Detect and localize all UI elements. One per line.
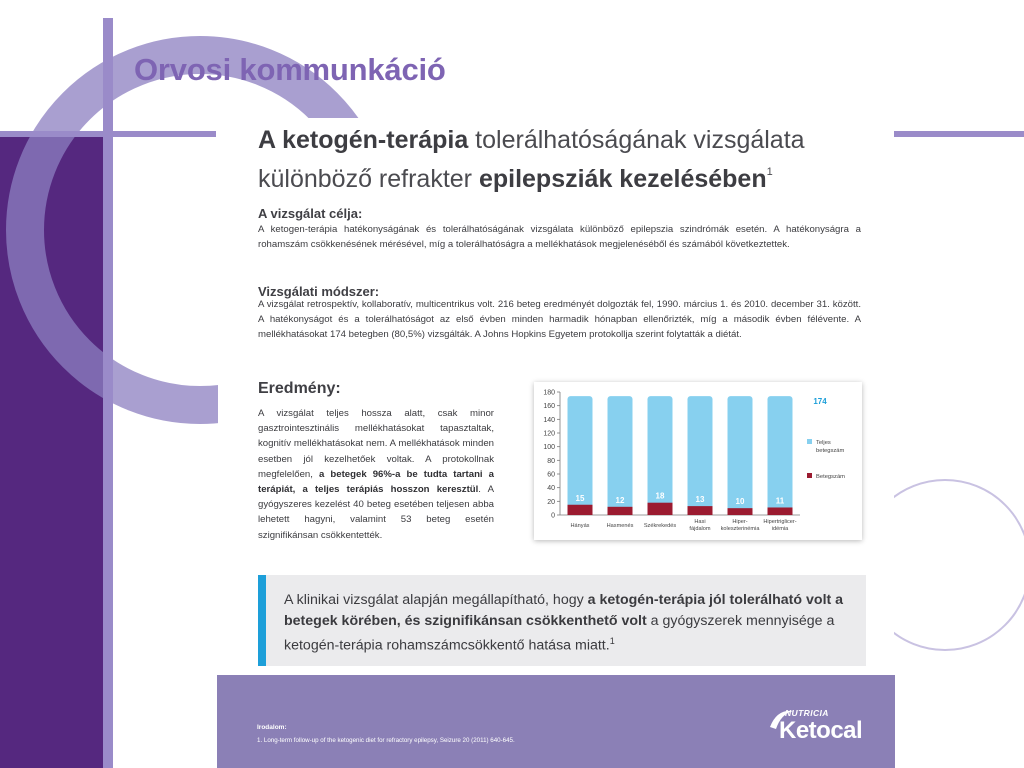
x-category-label: Hasi (694, 519, 706, 525)
result-text-2: . A gyógyszeres kezelést 40 beteg esetében teljesen abba lehetett hagyni, valamint 53 beteg esetén szignifikánsan csökkentették. (258, 484, 494, 541)
y-tick-label: 40 (547, 485, 555, 493)
conclusion-text-2: a gyógyszerek mennyisége a ketogén-terápia rohamszámcsökkentő hatása miatt. (284, 612, 835, 654)
ketocal-logo (767, 705, 877, 750)
legend-label: Teljes (816, 440, 831, 446)
document-heading (258, 124, 888, 195)
conclusion-bold: a ketogén-terápia jól tolerálható volt a betegek körében, és szignifikánsan csökkenthető volt (284, 592, 844, 629)
x-category-label: Hányás (570, 523, 590, 529)
legend-swatch (807, 439, 812, 444)
bar-value-label: 11 (775, 496, 785, 506)
method-body: A vizsgálat retrospektív, kollaboratív, multicentrikus volt. 216 beteg eredményét dolgozták fel, 1990. március 1. és 2010. december 31. között. A hatékonyságot és a tolerálhatóságot az első évben minden harmadik hónapban ellenőrizték, míg a második évben félévente. A mellékhatásokat 174 betegben (80,5%) vizsgálták. A Johns Hopkins Egyetem protokollja szerint folytatták a diétát. (258, 299, 861, 341)
y-tick-label: 160 (543, 403, 555, 411)
y-tick-label: 140 (543, 416, 555, 424)
bar-patients (608, 507, 633, 515)
bar-value-label: 18 (655, 491, 665, 501)
bar-patients (768, 507, 793, 515)
y-tick-label: 60 (547, 471, 555, 479)
y-tick-label: 180 (543, 389, 555, 397)
chart-svg (534, 382, 862, 540)
legend-swatch (807, 473, 812, 478)
y-tick-label: 80 (547, 457, 555, 465)
total-value-label: 174 (813, 397, 827, 407)
aim-title: A vizsgálat célja: (258, 206, 363, 221)
bar-value-label: 12 (615, 495, 625, 505)
x-category-label: fájdalom (689, 526, 711, 532)
result-body (258, 406, 494, 543)
slide-title: Orvosi kommunkáció (134, 52, 446, 87)
conclusion-text-1: A klinikai vizsgálat alapján megállapítható, hogy (284, 592, 588, 608)
x-category-label: Székrekedés (643, 523, 677, 529)
x-category-label: Hiper- (732, 519, 748, 525)
result-bold: a betegek 96%-a be tudta tartani a terápiát, a teljes terápiás hosszon keresztül (258, 468, 494, 496)
result-title: Eredmény: (258, 380, 341, 397)
conclusion-text (284, 590, 858, 657)
logo-ketocal: Ketocal (779, 717, 863, 744)
legend-label: Betegszám (816, 474, 845, 480)
bar-patients (648, 503, 673, 515)
bar-patients (568, 505, 593, 515)
conclusion-box (258, 575, 866, 666)
heading-bold-part: A ketogén-terápia (258, 126, 469, 154)
bar-patients (728, 508, 753, 515)
bar-value-label: 13 (695, 495, 705, 505)
bar-patients (688, 506, 713, 515)
legend-label: betegszám (816, 448, 845, 454)
x-category-label: koleszterinémia (720, 526, 760, 532)
method-title: Vizsgálati módszer: (258, 284, 380, 299)
references-title: Irodalom: (257, 724, 287, 731)
bar-value-label: 15 (575, 493, 585, 503)
y-tick-label: 20 (547, 498, 555, 506)
y-tick-label: 120 (543, 430, 555, 438)
bar-value-label: 10 (735, 497, 745, 507)
reference-item: 1. Long-term follow-up of the ketogenic diet for refractory epilepsy, Seizure 20 (2011) 640-645. (257, 737, 515, 744)
x-category-label: Hipertriglicer- (763, 519, 797, 525)
side-effects-chart (534, 382, 862, 540)
aim-body: A ketogen-terápia hatékonyságának és tolerálhatóságának vizsgálata különböző epilepszia szindrómák esetén. A hatékonyságra a rohamszám csökkenésének mérésével, míg a tolerálhatóságra a mellékhatások megjelenéséből és számából következtettek. (258, 224, 861, 251)
footer-band (217, 675, 895, 768)
heading-bold-part-2: epilepsziák kezelésében (478, 165, 767, 193)
x-category-label: idémia (771, 526, 789, 532)
document-panel (218, 118, 894, 675)
y-tick-label: 0 (551, 512, 555, 520)
x-category-label: Hasmenés (606, 523, 634, 529)
logo-nutricia: NUTRICIA (785, 708, 829, 718)
conclusion-footnote: 1 (609, 636, 615, 647)
heading-light-part: tolerálhatóságának vizsgálata különböző refrakter (258, 126, 805, 193)
result-text-1: A vizsgálat teljes hossza alatt, csak minor gasztrointesztinális mellékhatásokat tapasztaltak, kognitív mellékhatásokat nem. A mellékhatások minden esetben jól kezelhetőek voltak. A protokollnak megfelelően, (258, 408, 494, 480)
heading-footnote: 1 (766, 166, 773, 178)
y-tick-label: 100 (543, 444, 555, 452)
